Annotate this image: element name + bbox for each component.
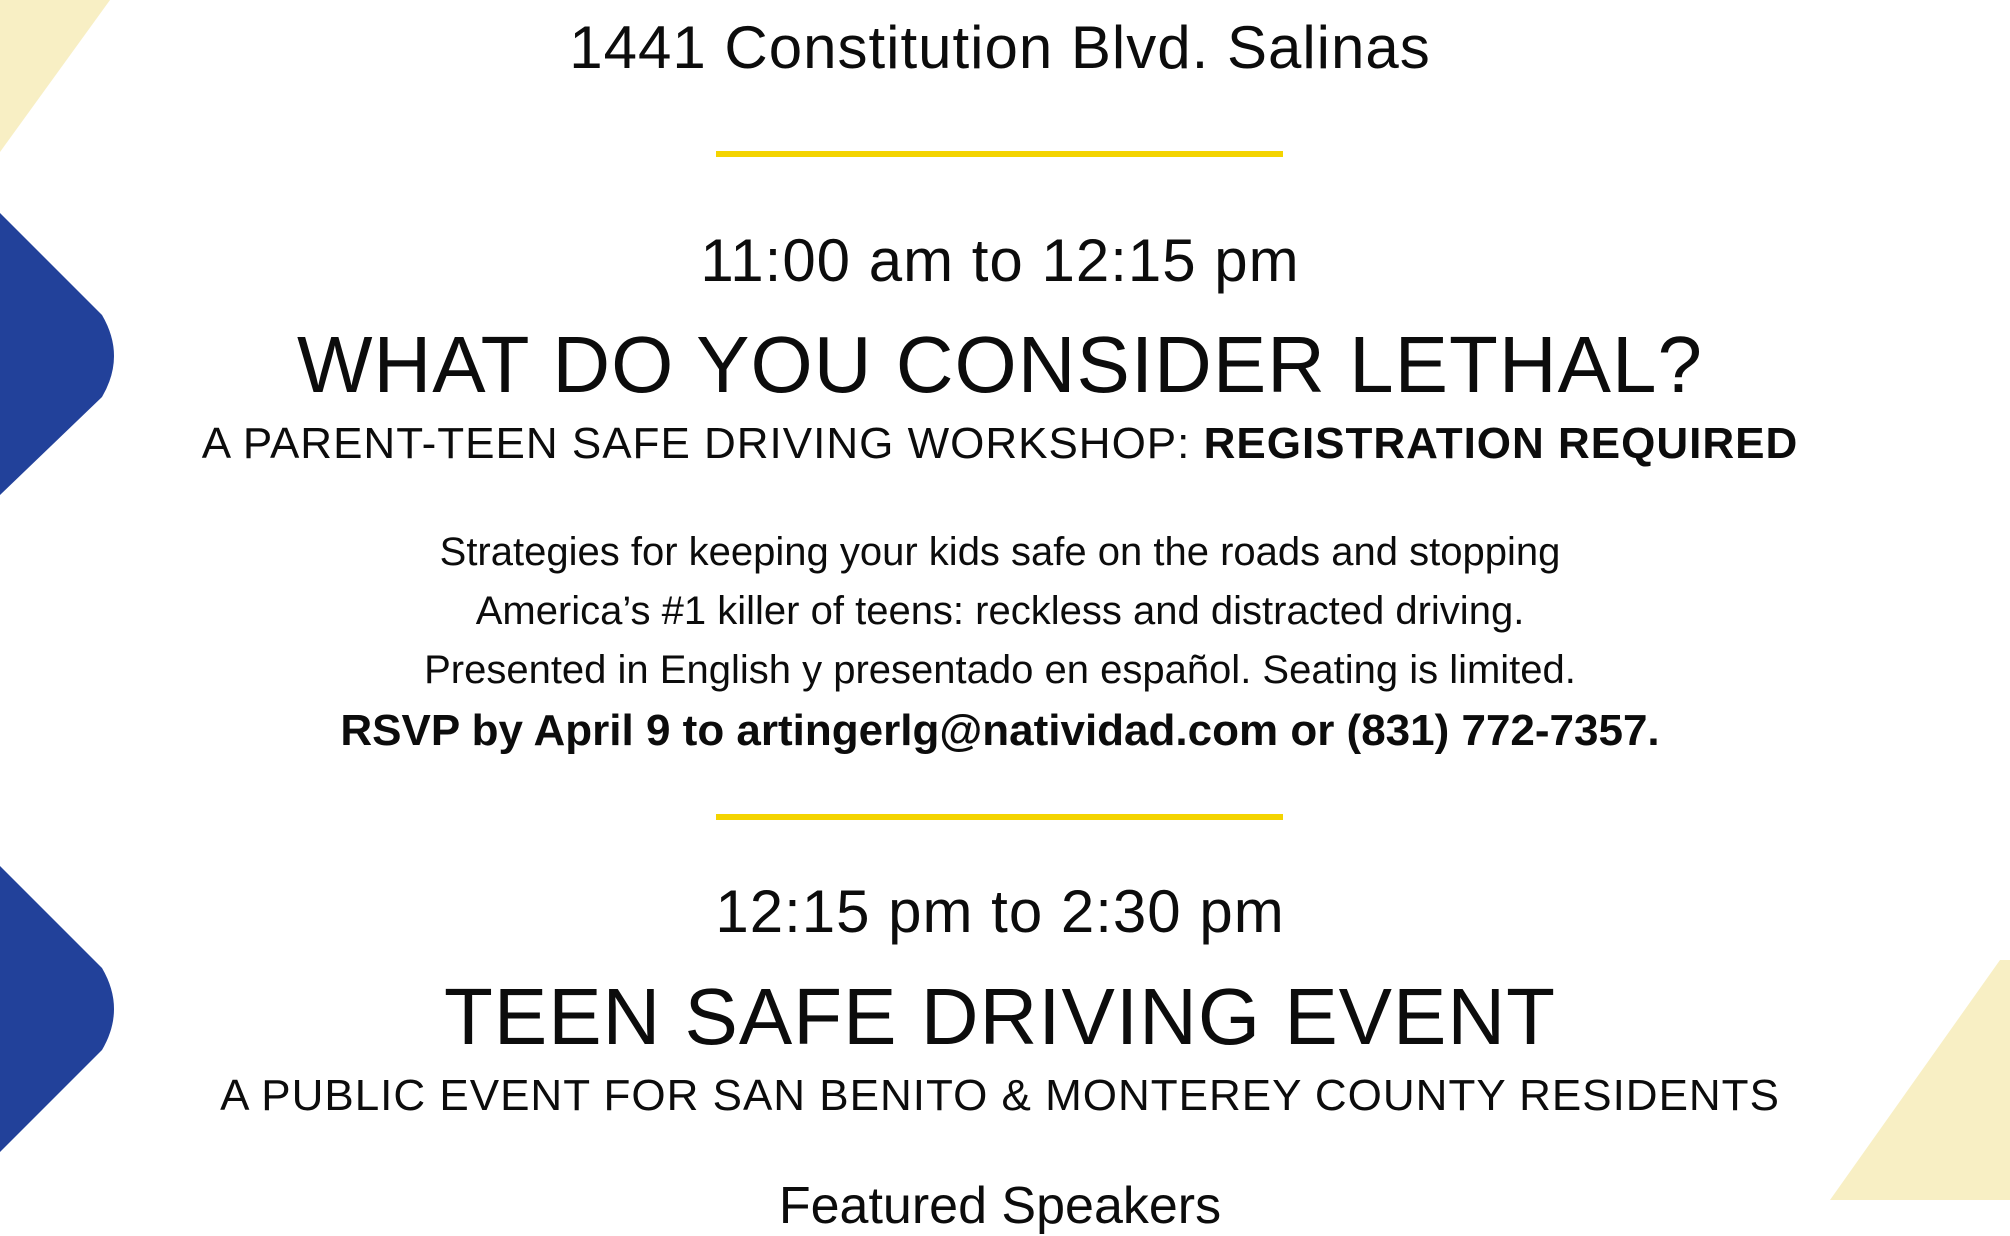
- yellow-divider-top: [716, 151, 1283, 157]
- featured-speakers-heading: Featured Speakers: [778, 1177, 1222, 1235]
- workshop-subtitle-prefix: A PARENT-TEEN SAFE DRIVING WORKSHOP:: [201, 419, 1204, 468]
- workshop-description-line-1: Strategies for keeping your kids safe on the roads and stopping: [439, 530, 1561, 574]
- workshop-description-line-3: Presented in English y presentado en español. Seating is limited.: [424, 648, 1576, 692]
- public-event-title: TEEN SAFE DRIVING EVENT: [443, 972, 1557, 1061]
- rsvp-contact: RSVP by April 9 to artingerlg@natividad.com or (831) 772-7357.: [340, 706, 1660, 755]
- public-event-time: 12:15 pm to 2:30 pm: [715, 878, 1285, 945]
- registration-required-label: REGISTRATION REQUIRED: [1203, 419, 1799, 468]
- workshop-time: 11:00 am to 12:15 pm: [700, 227, 1300, 294]
- workshop-description-line-2: America’s #1 killer of teens: reckless and distracted driving.: [475, 589, 1525, 633]
- event-address: 1441 Constitution Blvd. Salinas: [569, 14, 1431, 81]
- public-event-subtitle: A PUBLIC EVENT FOR SAN BENITO & MONTEREY COUNTY RESIDENTS: [220, 1071, 1780, 1120]
- workshop-title: WHAT DO YOU CONSIDER LETHAL?: [296, 320, 1704, 409]
- workshop-subtitle: [0, 417, 2000, 471]
- yellow-divider-middle: [716, 814, 1283, 820]
